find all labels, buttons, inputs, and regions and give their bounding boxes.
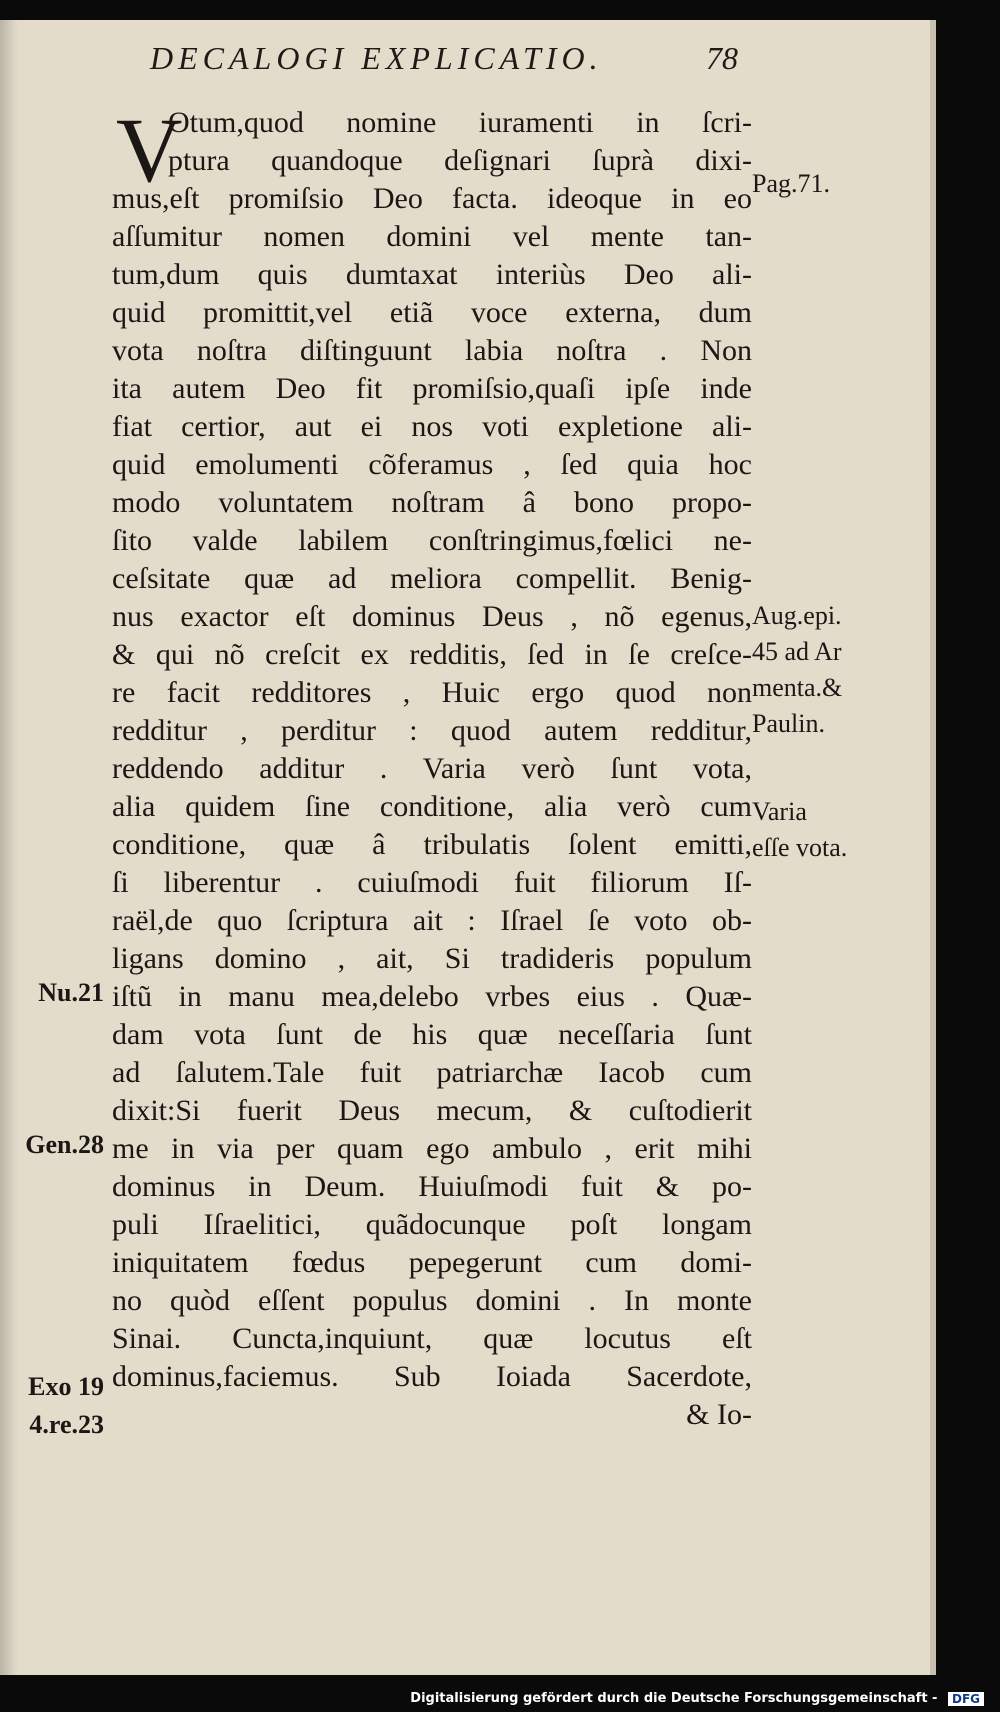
text-line: Otum,quod nomine iuramenti in ſcri- xyxy=(168,106,752,139)
text-line: vota noſtra diſtinguunt labia noſtra . Non xyxy=(112,334,752,367)
text-line: mus,eſt promiſsio Deo facta. ideoque in eo xyxy=(112,182,752,215)
text-line: re facit redditores , Huic ergo quod non xyxy=(112,676,752,709)
text-line: ad ſalutem.Tale fuit patriarchæ Iacob cum xyxy=(112,1056,752,1089)
credit-text: Digitalisierung gefördert durch die Deutsche Forschungsgemeinschaft - xyxy=(410,1691,938,1706)
text-line: alia quidem ſine conditione, alia verò cum xyxy=(112,790,752,823)
text-line: dam vota ſunt de his quæ neceſſaria ſunt xyxy=(112,1018,752,1051)
margin-note-varia xyxy=(752,794,862,866)
margin-note-line: Paulin. xyxy=(752,709,825,738)
margin-note-line: Varia xyxy=(752,797,807,826)
margin-note-kings: 4.re.23 xyxy=(29,1410,104,1439)
text-line: puli Iſraelitici, quãdocunque poſt longam xyxy=(112,1208,752,1241)
digitization-credit xyxy=(410,1691,984,1706)
text-line: Sinai. Cuncta,inquiunt, quæ locutus eſt xyxy=(112,1322,752,1355)
margin-note-line: Aug.epi. xyxy=(752,601,842,630)
dfg-logo: DFG xyxy=(948,1692,984,1706)
margin-note-augustine xyxy=(752,598,862,742)
text-line: & qui nõ creſcit ex redditis, ſed in ſe creſce- xyxy=(112,638,752,671)
margin-note-pag xyxy=(752,166,862,202)
drop-cap: V xyxy=(116,99,183,201)
text-line: fiat certior, aut ei nos voti expletione ali- xyxy=(112,410,752,443)
margin-note-line: menta.& xyxy=(752,673,843,702)
text-line: dominus,faciemus. Sub Ioiada Sacerdote, xyxy=(112,1360,752,1393)
margin-note-genesis: Gen.28 xyxy=(25,1130,104,1159)
text-line: ita autem Deo fit promiſsio,quaſi ipſe inde xyxy=(112,372,752,405)
text-line: ſito valde labilem conſtringimus,fœlici ne- xyxy=(112,524,752,557)
text-line: quid emolumenti cõferamus , ſed quia hoc xyxy=(112,448,752,481)
text-line: quid promittit,vel etiã voce externa, dum xyxy=(112,296,752,329)
text-line: redditur , perditur : quod autem redditur, xyxy=(112,714,752,747)
running-head: DECALOGI EXPLICATIO. xyxy=(150,40,603,76)
text-line: iſtũ in manu mea,delebo vrbes eius . Quæ- xyxy=(112,980,752,1013)
text-line: no quòd eſſent populus domini . In monte xyxy=(112,1284,752,1317)
margin-note-line: eſſe vota. xyxy=(752,833,848,862)
page-number: 78 xyxy=(706,40,738,76)
margin-note-line: Pag.71. xyxy=(752,169,830,198)
text-line: ligans domino , ait, Si tradideris populum xyxy=(112,942,752,975)
text-line: tum,dum quis dumtaxat interiùs Deo ali- xyxy=(112,258,752,291)
text-line: conditione, quæ â tribulatis ſolent emitti, xyxy=(112,828,752,861)
text-line: dixit:Si fuerit Deus mecum, & cuſtodierit xyxy=(112,1094,752,1127)
text-line: iniquitatem fœdus pepegerunt cum domi- xyxy=(112,1246,752,1279)
margin-note-exodus: Exo 19 xyxy=(28,1372,104,1401)
text-line: ſi liberentur . cuiuſmodi fuit filiorum Iſ- xyxy=(112,866,752,899)
margin-note-numbers: Nu.21 xyxy=(38,978,104,1007)
body-text xyxy=(112,99,752,1434)
text-line: modo voluntatem noſtram â bono propo- xyxy=(112,486,752,519)
text-line: reddendo additur . Varia verò ſunt vota, xyxy=(112,752,752,785)
margin-note-line: 45 ad Ar xyxy=(752,637,842,666)
catchword: & Io- xyxy=(686,1398,752,1431)
text-line: raël,de quo ſcriptura ait : Iſrael ſe voto ob- xyxy=(112,904,752,937)
text-line: me in via per quam ego ambulo , erit mihi xyxy=(112,1132,752,1165)
text-line: dominus in Deum. Huiuſmodi fuit & po- xyxy=(112,1170,752,1203)
text-line: ptura quandoque deſignari ſuprà dixi- xyxy=(168,144,752,177)
text-line: nus exactor eſt dominus Deus , nõ egenus, xyxy=(112,600,752,633)
text-line: ceſsitate quæ ad meliora compellit. Benig- xyxy=(112,562,752,595)
text-line: aſſumitur nomen domini vel mente tan- xyxy=(112,220,752,253)
